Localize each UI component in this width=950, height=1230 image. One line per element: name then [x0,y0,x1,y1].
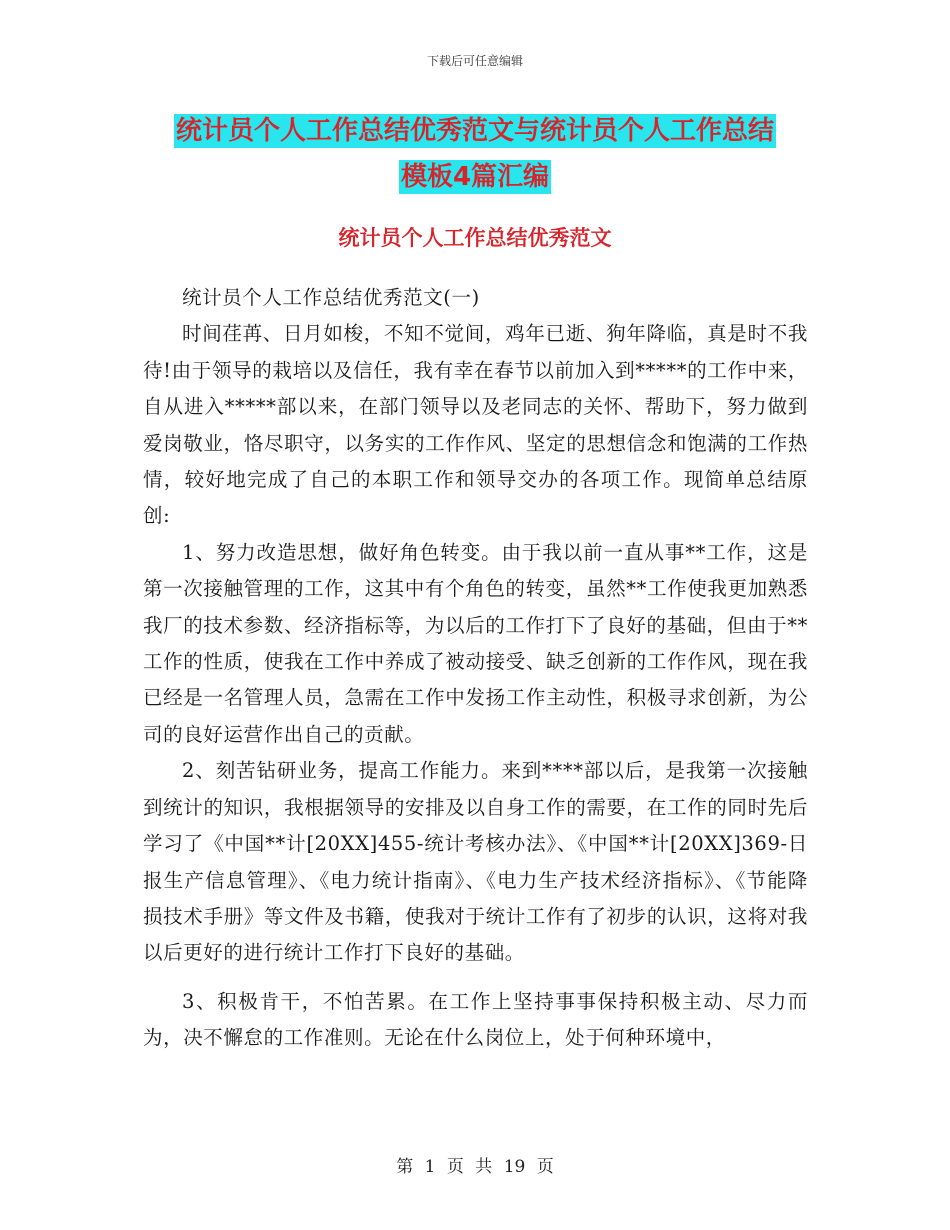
document-body [143,280,808,1057]
header-note: 下载后可任意编辑 [426,54,523,68]
paragraph-point-1: 1、努力改造思想，做好角色转变。由于我以前一直从事**工作，这是第一次接触管理的工作，这其中有个角色的转变，虽然**工作使我更加熟悉我厂的技术参数、经济指标等，为以后的工作打下了良好的基础，但由于**工作的性质，使我在工作中养成了被动接受、缺乏创新的工作作风，现在我已经是一名管理人员，急需在工作中发扬工作主动性，积极寻求创新，为公司的良好运营作出自己的贡献。 [143,540,808,746]
paragraph-subtitle: 统计员个人工作总结优秀范文(一) [182,286,480,309]
document-title [140,108,810,200]
paragraph-point-2: 2、刻苦钻研业务，提高工作能力。来到****部以后，是我第一次接触到统计的知识，我根据领导的安排及以自身工作的需要，在工作的同时先后学习了《中国**计[20XX]455-统计考核办法》、《中国**计[20XX]369-日报生产信息管理》、《电力统计指南》、《电力生产技术经济指标》、《节能降损技术手册》等文件及书籍，使我对于统计工作有了初步的认识，这将对我以后更好的进行统计工作打下良好的基础。 [143,759,808,965]
title-line-2: 模板4篇汇编 [400,162,550,192]
section-title: 统计员个人工作总结优秀范文 [338,226,612,250]
page-number: 第 1 页 共 19 页 [396,1157,554,1177]
paragraph-point-3: 3、积极肯干，不怕苦累。在工作上坚持事事保持积极主动、尽力而为，决不懈怠的工作准则。无论在什么岗位上，处于何种环境中， [143,989,808,1050]
title-line-1: 统计员个人工作总结优秀范文与统计员个人工作总结 [175,116,774,146]
paragraph-intro: 时间荏苒、日月如梭，不知不觉间，鸡年已逝、狗年降临，真是时不我待!由于领导的栽培以及信任，我有幸在春节以前加入到*****的工作中来，自从进入*****部以来，在部门领导以及老同志的关怀、帮助下，努力做到爱岗敬业，恪尽职守，以务实的工作作风、坚定的思想信念和饱满的工作热情，较好地完成了自己的本职工作和领导交办的各项工作。现简单总结原创: [143,322,808,528]
